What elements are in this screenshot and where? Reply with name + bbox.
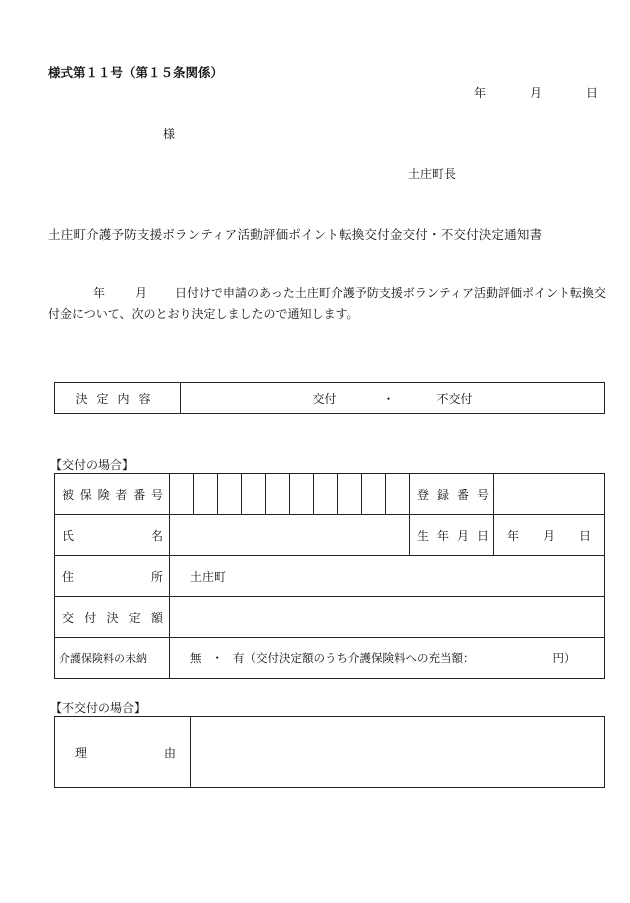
date-day: 日 — [586, 86, 599, 100]
decision-grant: 交付 — [312, 391, 337, 406]
body-month: 月 — [135, 286, 148, 300]
body-main-text: 日付けで申請のあった土庄町介護予防支援ボランティア活動評価ポイント転換交付金について、次のとおり決定しましたので通知します。 — [48, 286, 606, 321]
insured-digit-box — [290, 474, 314, 515]
reason-table — [54, 716, 605, 788]
registration-number-label: 登録番号 — [410, 474, 494, 515]
name-label: 氏名 — [55, 515, 170, 556]
arrears-unit: 円） — [552, 651, 576, 665]
dob-label: 生年月日 — [410, 515, 494, 556]
address-label: 住所 — [55, 556, 170, 597]
document-title: 土庄町介護予防支援ボランティア活動評価ポイント転換交付金交付・不交付決定通知書 — [48, 227, 543, 242]
nongrant-section-heading: 【不交付の場合】 — [50, 701, 147, 715]
insured-digit-box — [314, 474, 338, 515]
arrears-separator: ・ — [211, 651, 223, 665]
insured-digit-box — [266, 474, 290, 515]
insured-digit-box — [242, 474, 266, 515]
dob-year: 年 — [506, 528, 519, 543]
addressee: 様 — [163, 127, 176, 141]
insured-digit-box — [218, 474, 242, 515]
grant-section-heading: 【交付の場合】 — [50, 458, 135, 472]
decision-options — [181, 383, 605, 414]
dob-month: 月 — [542, 528, 555, 543]
reason-label: 理由 — [55, 717, 191, 788]
decision-label: 決定内容 — [55, 383, 181, 414]
arrears-label: 介護保険料の未納 — [55, 638, 170, 679]
arrears-value — [170, 638, 605, 679]
insured-digit-box — [362, 474, 386, 515]
insured-digit-box — [194, 474, 218, 515]
name-value — [170, 515, 410, 556]
issue-date — [474, 84, 598, 101]
date-month: 月 — [530, 86, 543, 100]
insured-digit-box — [338, 474, 362, 515]
decision-table — [54, 382, 605, 414]
arrears-none: 無 — [190, 651, 202, 665]
insured-digit-box — [170, 474, 194, 515]
sender: 土庄町長 — [408, 167, 457, 181]
dob-day: 日 — [579, 528, 592, 543]
grant-table — [54, 473, 605, 679]
form-number: 様式第１１号（第１５条関係） — [48, 65, 224, 80]
insured-number-label: 被保険者番号 — [55, 474, 170, 515]
grant-amount-value — [170, 597, 605, 638]
body-text — [48, 283, 608, 325]
address-value: 土庄町 — [170, 556, 605, 597]
grant-amount-label: 交付決定額 — [55, 597, 170, 638]
decision-nongrant: 不交付 — [436, 391, 473, 406]
registration-number-value — [494, 474, 605, 515]
insured-digit-box — [386, 474, 410, 515]
arrears-some: 有（交付決定額のうち介護保険料への充当額： — [233, 651, 475, 665]
reason-value — [191, 717, 605, 788]
body-year: 年 — [93, 286, 106, 300]
dob-value — [494, 515, 605, 556]
date-year: 年 — [474, 86, 487, 100]
decision-separator: ・ — [382, 391, 395, 406]
